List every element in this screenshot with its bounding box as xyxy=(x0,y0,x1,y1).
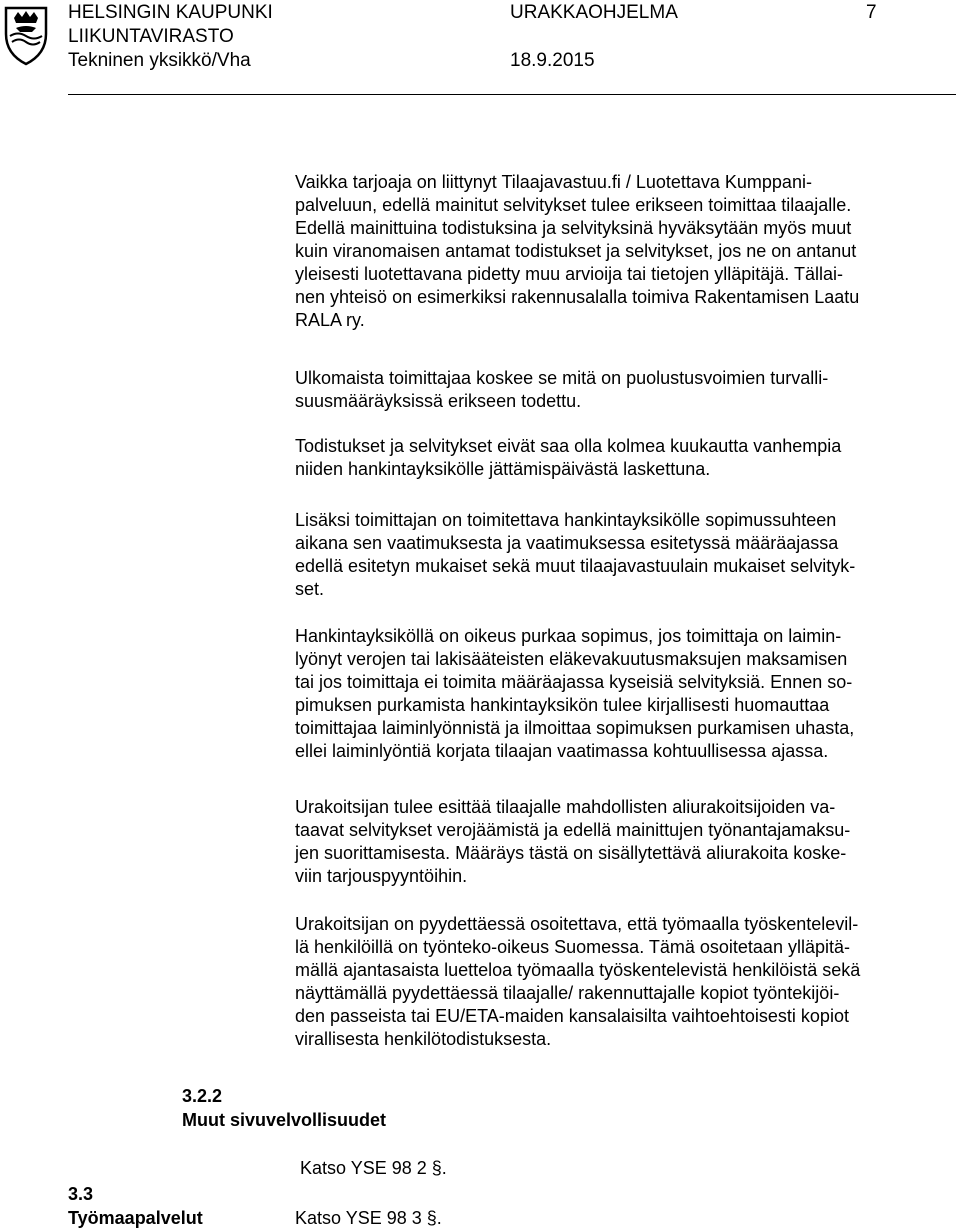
text-line: lä henkilöillä on työnteko-oikeus Suomessa. Tämä osoitetaan ylläpitä- xyxy=(295,937,850,957)
org-name: HELSINGIN KAUPUNKI xyxy=(68,2,273,23)
text-line: Urakoitsijan tulee esittää tilaajalle mahdollisten aliurakoitsijoiden va- xyxy=(295,797,836,817)
text-line: Edellä mainittuina todistuksina ja selvityksinä hyväksytään myös muut xyxy=(295,218,852,238)
text-line: den passeista tai EU/ETA-maiden kansalaisilta vaihtoehtoisesti kopiot xyxy=(295,1006,849,1026)
text-line: taavat selvitykset verojäämistä ja edellä mainittujen työnantajamaksu- xyxy=(295,820,851,840)
text-line: Urakoitsijan on pyydettäessä osoitettava, että työmaalla työskentelevil- xyxy=(295,914,859,934)
helsinki-crest-icon xyxy=(2,4,50,66)
section-reference: Katso YSE 98 3 §. xyxy=(295,1208,442,1228)
text-line: ellei laiminlyöntiä korjata tilaajan vaatimassa kohtuullisessa ajassa. xyxy=(295,741,829,761)
text-line: niiden hankintayksikölle jättämispäivästä laskettuna. xyxy=(295,459,711,479)
text-line: kuin viranomaisen antamat todistukset ja selvitykset, jos ne on antanut xyxy=(295,241,857,261)
section-reference: Katso YSE 98 2 §. xyxy=(300,1158,447,1178)
text-line: pimuksen purkamista hankintayksikön tulee kirjallisesti huomauttaa xyxy=(295,695,830,715)
text-line: toimittajaa laiminlyönnistä ja ilmoittaa sopimuksen purkamisen uhasta, xyxy=(295,718,855,738)
text-line: palveluun, edellä mainitut selvitykset tulee erikseen toimittaa tilaajalle. xyxy=(295,195,852,215)
text-line: RALA ry. xyxy=(295,310,365,330)
section-number: 3.2.2 xyxy=(182,1086,223,1106)
document-title: URAKKAOHJELMA xyxy=(510,2,678,23)
text-line: Todistukset ja selvitykset eivät saa olla kolmea kuukautta vanhempia xyxy=(295,436,842,456)
paragraph-3 xyxy=(295,435,957,481)
text-line: virallisesta henkilötodistuksesta. xyxy=(295,1029,552,1049)
text-line: viin tarjouspyyntöihin. xyxy=(295,866,468,886)
section-title: Muut sivuvelvollisuudet xyxy=(182,1110,387,1130)
text-line: jen suorittamisesta. Määräys tästä on sisällytettävä aliurakoita koske- xyxy=(295,843,847,863)
section-number: 3.3 xyxy=(68,1184,94,1204)
text-line: edellä esitetyn mukaiset sekä muut tilaajavastuulain mukaiset selvityk- xyxy=(295,556,856,576)
paragraph-5 xyxy=(295,625,957,763)
paragraph-4 xyxy=(295,509,957,601)
paragraph-1 xyxy=(295,171,957,332)
text-line: lyönyt verojen tai lakisääteisten eläkevakuutusmaksujen maksamisen xyxy=(295,649,848,669)
text-line: tai jos toimittaja ei toimita määräajassa kyseisiä selvityksiä. Ennen so- xyxy=(295,672,853,692)
document-date: 18.9.2015 xyxy=(510,50,595,71)
text-line: näyttämällä pyydettäessä tilaajalle/ rakennuttajalle kopiot työntekijöi- xyxy=(295,983,840,1003)
paragraph-6 xyxy=(295,796,957,888)
text-line: aikana sen vaatimuksesta ja vaatimuksessa esitetyssä määräajassa xyxy=(295,533,839,553)
text-line: Hankintayksiköllä on oikeus purkaa sopimus, jos toimittaja on laimin- xyxy=(295,626,842,646)
paragraph-7 xyxy=(295,913,957,1051)
text-line: set. xyxy=(295,579,325,599)
text-line: yleisesti luotettavana pidetty muu arvioija tai tietojen ylläpitäjä. Tällai- xyxy=(295,264,843,284)
paragraph-2 xyxy=(295,367,957,413)
text-line: Lisäksi toimittajan on toimitettava hankintayksikölle sopimussuhteen xyxy=(295,510,837,530)
department-name: LIIKUNTAVIRASTO xyxy=(68,26,234,47)
section-title: Työmaapalvelut xyxy=(68,1208,203,1228)
header-divider xyxy=(68,94,956,95)
unit-name: Tekninen yksikkö/Vha xyxy=(68,50,251,71)
text-line: nen yhteisö on esimerkiksi rakennusalalla toimiva Rakentamisen Laatu xyxy=(295,287,860,307)
text-line: suusmääräyksissä erikseen todettu. xyxy=(295,391,582,411)
text-line: Ulkomaista toimittajaa koskee se mitä on puolustusvoimien turvalli- xyxy=(295,368,829,388)
text-line: mällä ajantasaista luetteloa työmaalla työskentelevistä henkilöistä sekä xyxy=(295,960,861,980)
text-line: Vaikka tarjoaja on liittynyt Tilaajavastuu.fi / Luotettava Kumppani- xyxy=(295,172,812,192)
page-number: 7 xyxy=(866,2,877,23)
